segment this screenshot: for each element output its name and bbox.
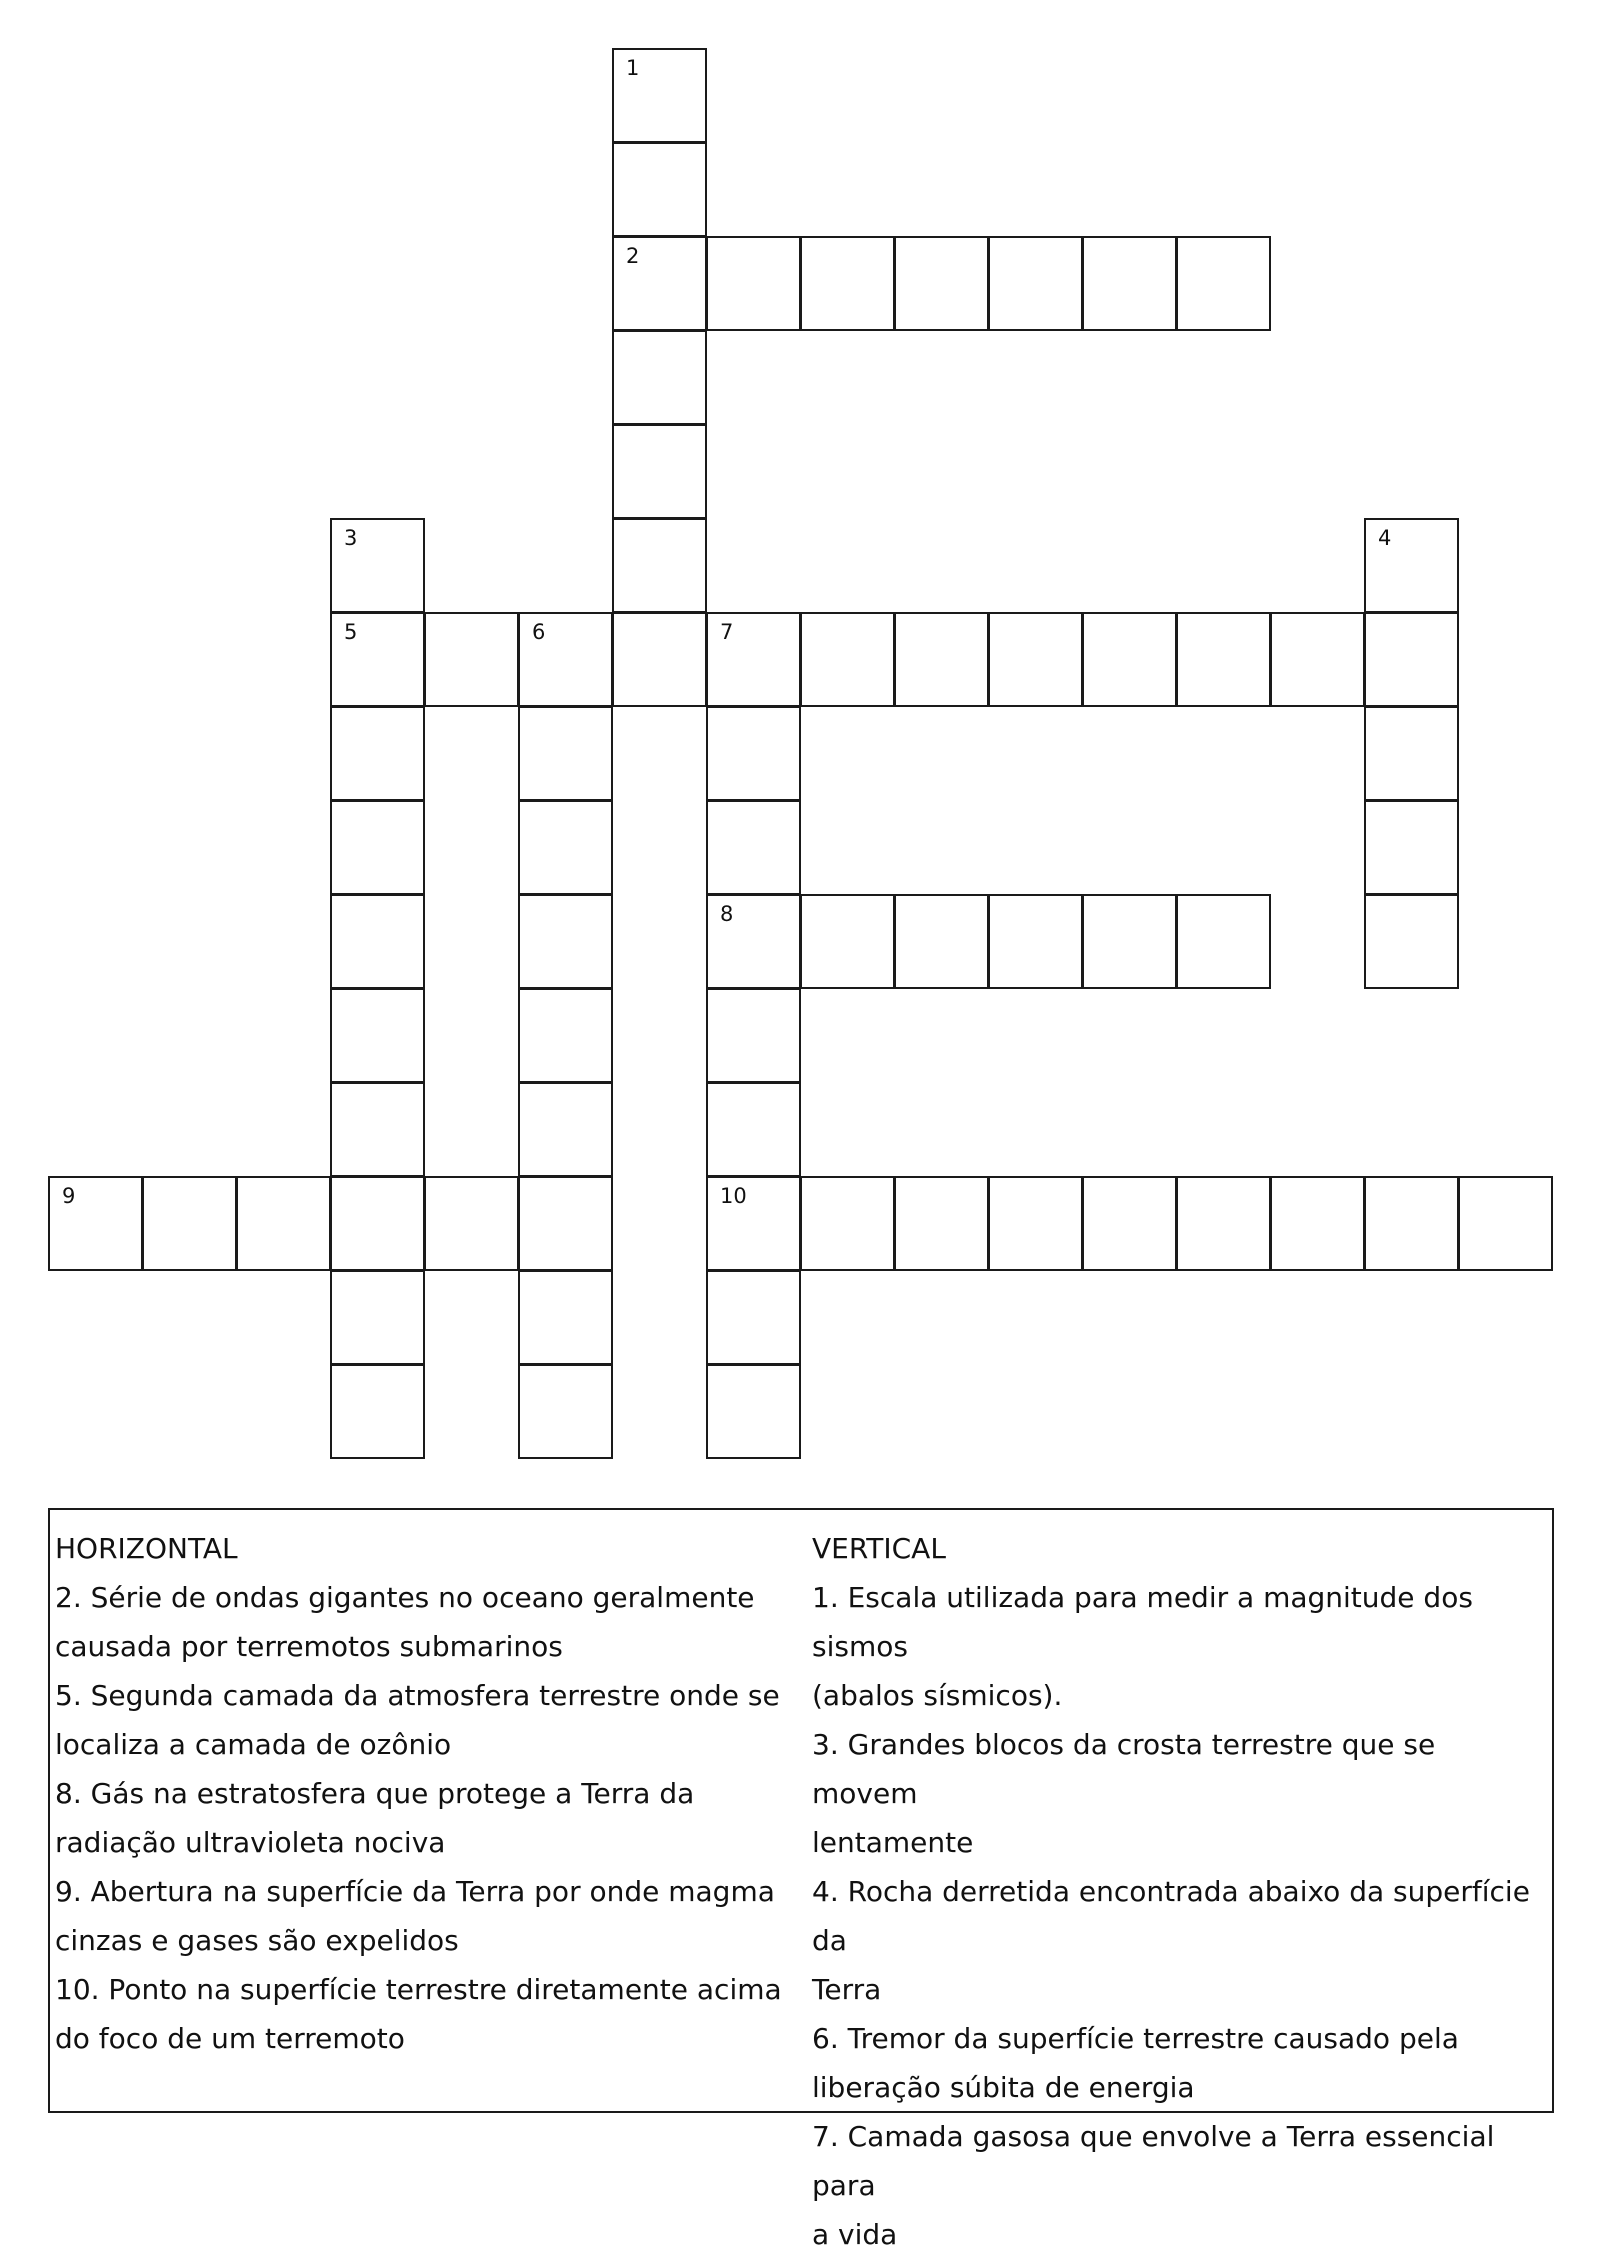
crossword-cell[interactable] — [1364, 800, 1459, 895]
crossword-cell[interactable] — [330, 1176, 425, 1271]
clue-line: 2. Série de ondas gigantes no oceano geralmente — [55, 1581, 755, 1614]
clue-line: 10. Ponto na superfície terrestre diretamente acima — [55, 1973, 782, 2006]
crossword-cell[interactable] — [706, 1176, 801, 1271]
clue-number: 7 — [720, 620, 734, 644]
crossword-cell[interactable] — [988, 1176, 1083, 1271]
clue-number: 4 — [1378, 526, 1392, 550]
crossword-cell[interactable] — [1364, 612, 1459, 707]
crossword-cell[interactable] — [894, 1176, 989, 1271]
crossword-cell[interactable] — [330, 1364, 425, 1459]
clue-line: 4. Rocha derretida encontrada abaixo da superfície da — [812, 1875, 1530, 1957]
crossword-cell[interactable] — [518, 1364, 613, 1459]
crossword-cell[interactable] — [518, 1270, 613, 1365]
clue-line: a vida — [812, 2218, 898, 2251]
crossword-cell[interactable] — [518, 894, 613, 989]
crossword-cell[interactable] — [612, 142, 707, 237]
clue-number: 6 — [532, 620, 546, 644]
crossword-cell[interactable] — [518, 988, 613, 1083]
clue-number: 8 — [720, 902, 734, 926]
clue-line: liberação súbita de energia — [812, 2071, 1195, 2104]
crossword-cell[interactable] — [330, 518, 425, 613]
crossword-cell[interactable] — [706, 1270, 801, 1365]
crossword-cell[interactable] — [518, 1176, 613, 1271]
crossword-cell[interactable] — [706, 1082, 801, 1177]
clues-across — [55, 1524, 790, 2063]
crossword-cell[interactable] — [1176, 894, 1271, 989]
crossword-cell[interactable] — [706, 236, 801, 331]
crossword-cell[interactable] — [1176, 612, 1271, 707]
crossword-cell[interactable] — [612, 612, 707, 707]
clues-across-heading: HORIZONTAL — [55, 1532, 238, 1565]
crossword-cell[interactable] — [330, 1270, 425, 1365]
crossword-cell[interactable] — [1082, 1176, 1177, 1271]
crossword-cell[interactable] — [988, 612, 1083, 707]
crossword-cell[interactable] — [330, 894, 425, 989]
crossword-cell[interactable] — [1364, 1176, 1459, 1271]
crossword-cell[interactable] — [988, 236, 1083, 331]
crossword-cell[interactable] — [612, 330, 707, 425]
crossword-cell[interactable] — [1364, 894, 1459, 989]
crossword-cell[interactable] — [800, 894, 895, 989]
crossword-cell[interactable] — [1364, 706, 1459, 801]
clue-number: 5 — [344, 620, 358, 644]
crossword-cell[interactable] — [612, 518, 707, 613]
crossword-cell[interactable] — [706, 988, 801, 1083]
clue-line: 5. Segunda camada da atmosfera terrestre onde se — [55, 1679, 780, 1712]
crossword-cell[interactable] — [1176, 236, 1271, 331]
crossword-cell[interactable] — [894, 894, 989, 989]
crossword-cell[interactable] — [988, 894, 1083, 989]
crossword-cell[interactable] — [706, 1364, 801, 1459]
crossword-cell[interactable] — [424, 612, 519, 707]
crossword-cell[interactable] — [236, 1176, 331, 1271]
crossword-cell[interactable] — [1458, 1176, 1553, 1271]
crossword-cell[interactable] — [706, 706, 801, 801]
clues-down-heading: VERTICAL — [812, 1532, 946, 1565]
clue-line: 8. Gás na estratosfera que protege a Terra da — [55, 1777, 695, 1810]
crossword-cell[interactable] — [1270, 1176, 1365, 1271]
clue-number: 9 — [62, 1184, 76, 1208]
crossword-cell[interactable] — [330, 706, 425, 801]
clue-line: causada por terremotos submarinos — [55, 1630, 563, 1663]
crossword-cell[interactable] — [1364, 518, 1459, 613]
clue-line: 7. Camada gasosa que envolve a Terra essencial para — [812, 2120, 1495, 2202]
crossword-cell[interactable] — [1082, 894, 1177, 989]
clue-line: radiação ultravioleta nociva — [55, 1826, 446, 1859]
clue-number: 10 — [720, 1184, 747, 1208]
crossword-cell[interactable] — [1082, 612, 1177, 707]
crossword-cell[interactable] — [424, 1176, 519, 1271]
crossword-cell[interactable] — [330, 612, 425, 707]
clue-line: lentamente — [812, 1826, 974, 1859]
clue-number: 3 — [344, 526, 358, 550]
clue-line: (abalos sísmicos). — [812, 1679, 1063, 1712]
clue-line: do foco de um terremoto — [55, 2022, 405, 2055]
crossword-cell[interactable] — [800, 612, 895, 707]
clue-line: 6. Tremor da superfície terrestre causado pela — [812, 2022, 1459, 2055]
clue-line: 1. Escala utilizada para medir a magnitude dos sismos — [812, 1581, 1473, 1663]
crossword-cell[interactable] — [518, 800, 613, 895]
crossword-cell[interactable] — [612, 424, 707, 519]
clue-line: cinzas e gases são expelidos — [55, 1924, 459, 1957]
crossword-cell[interactable] — [706, 612, 801, 707]
crossword-cell[interactable] — [518, 612, 613, 707]
crossword-cell[interactable] — [48, 1176, 143, 1271]
crossword-cell[interactable] — [142, 1176, 237, 1271]
crossword-cell[interactable] — [330, 988, 425, 1083]
crossword-cell[interactable] — [1176, 1176, 1271, 1271]
clue-number: 1 — [626, 56, 640, 80]
crossword-cell[interactable] — [612, 48, 707, 143]
crossword-cell[interactable] — [800, 236, 895, 331]
crossword-cell[interactable] — [330, 1082, 425, 1177]
crossword-cell[interactable] — [330, 800, 425, 895]
crossword-cell[interactable] — [1270, 612, 1365, 707]
crossword-cell[interactable] — [894, 236, 989, 331]
clue-number: 2 — [626, 244, 640, 268]
crossword-cell[interactable] — [894, 612, 989, 707]
clues-down — [812, 1524, 1547, 2259]
crossword-cell[interactable] — [612, 236, 707, 331]
crossword-cell[interactable] — [518, 1082, 613, 1177]
clues-box — [48, 1508, 1554, 2251]
crossword-cell[interactable] — [1082, 236, 1177, 331]
clue-line: 3. Grandes blocos da crosta terrestre que se movem — [812, 1728, 1436, 1810]
crossword-cell[interactable] — [706, 800, 801, 895]
clue-line: Terra — [812, 1973, 882, 2006]
clue-line: localiza a camada de ozônio — [55, 1728, 452, 1761]
crossword-cell[interactable] — [518, 706, 613, 801]
crossword-cell[interactable] — [800, 1176, 895, 1271]
crossword-cell[interactable] — [706, 894, 801, 989]
clue-line: 9. Abertura na superfície da Terra por onde magma — [55, 1875, 775, 1908]
